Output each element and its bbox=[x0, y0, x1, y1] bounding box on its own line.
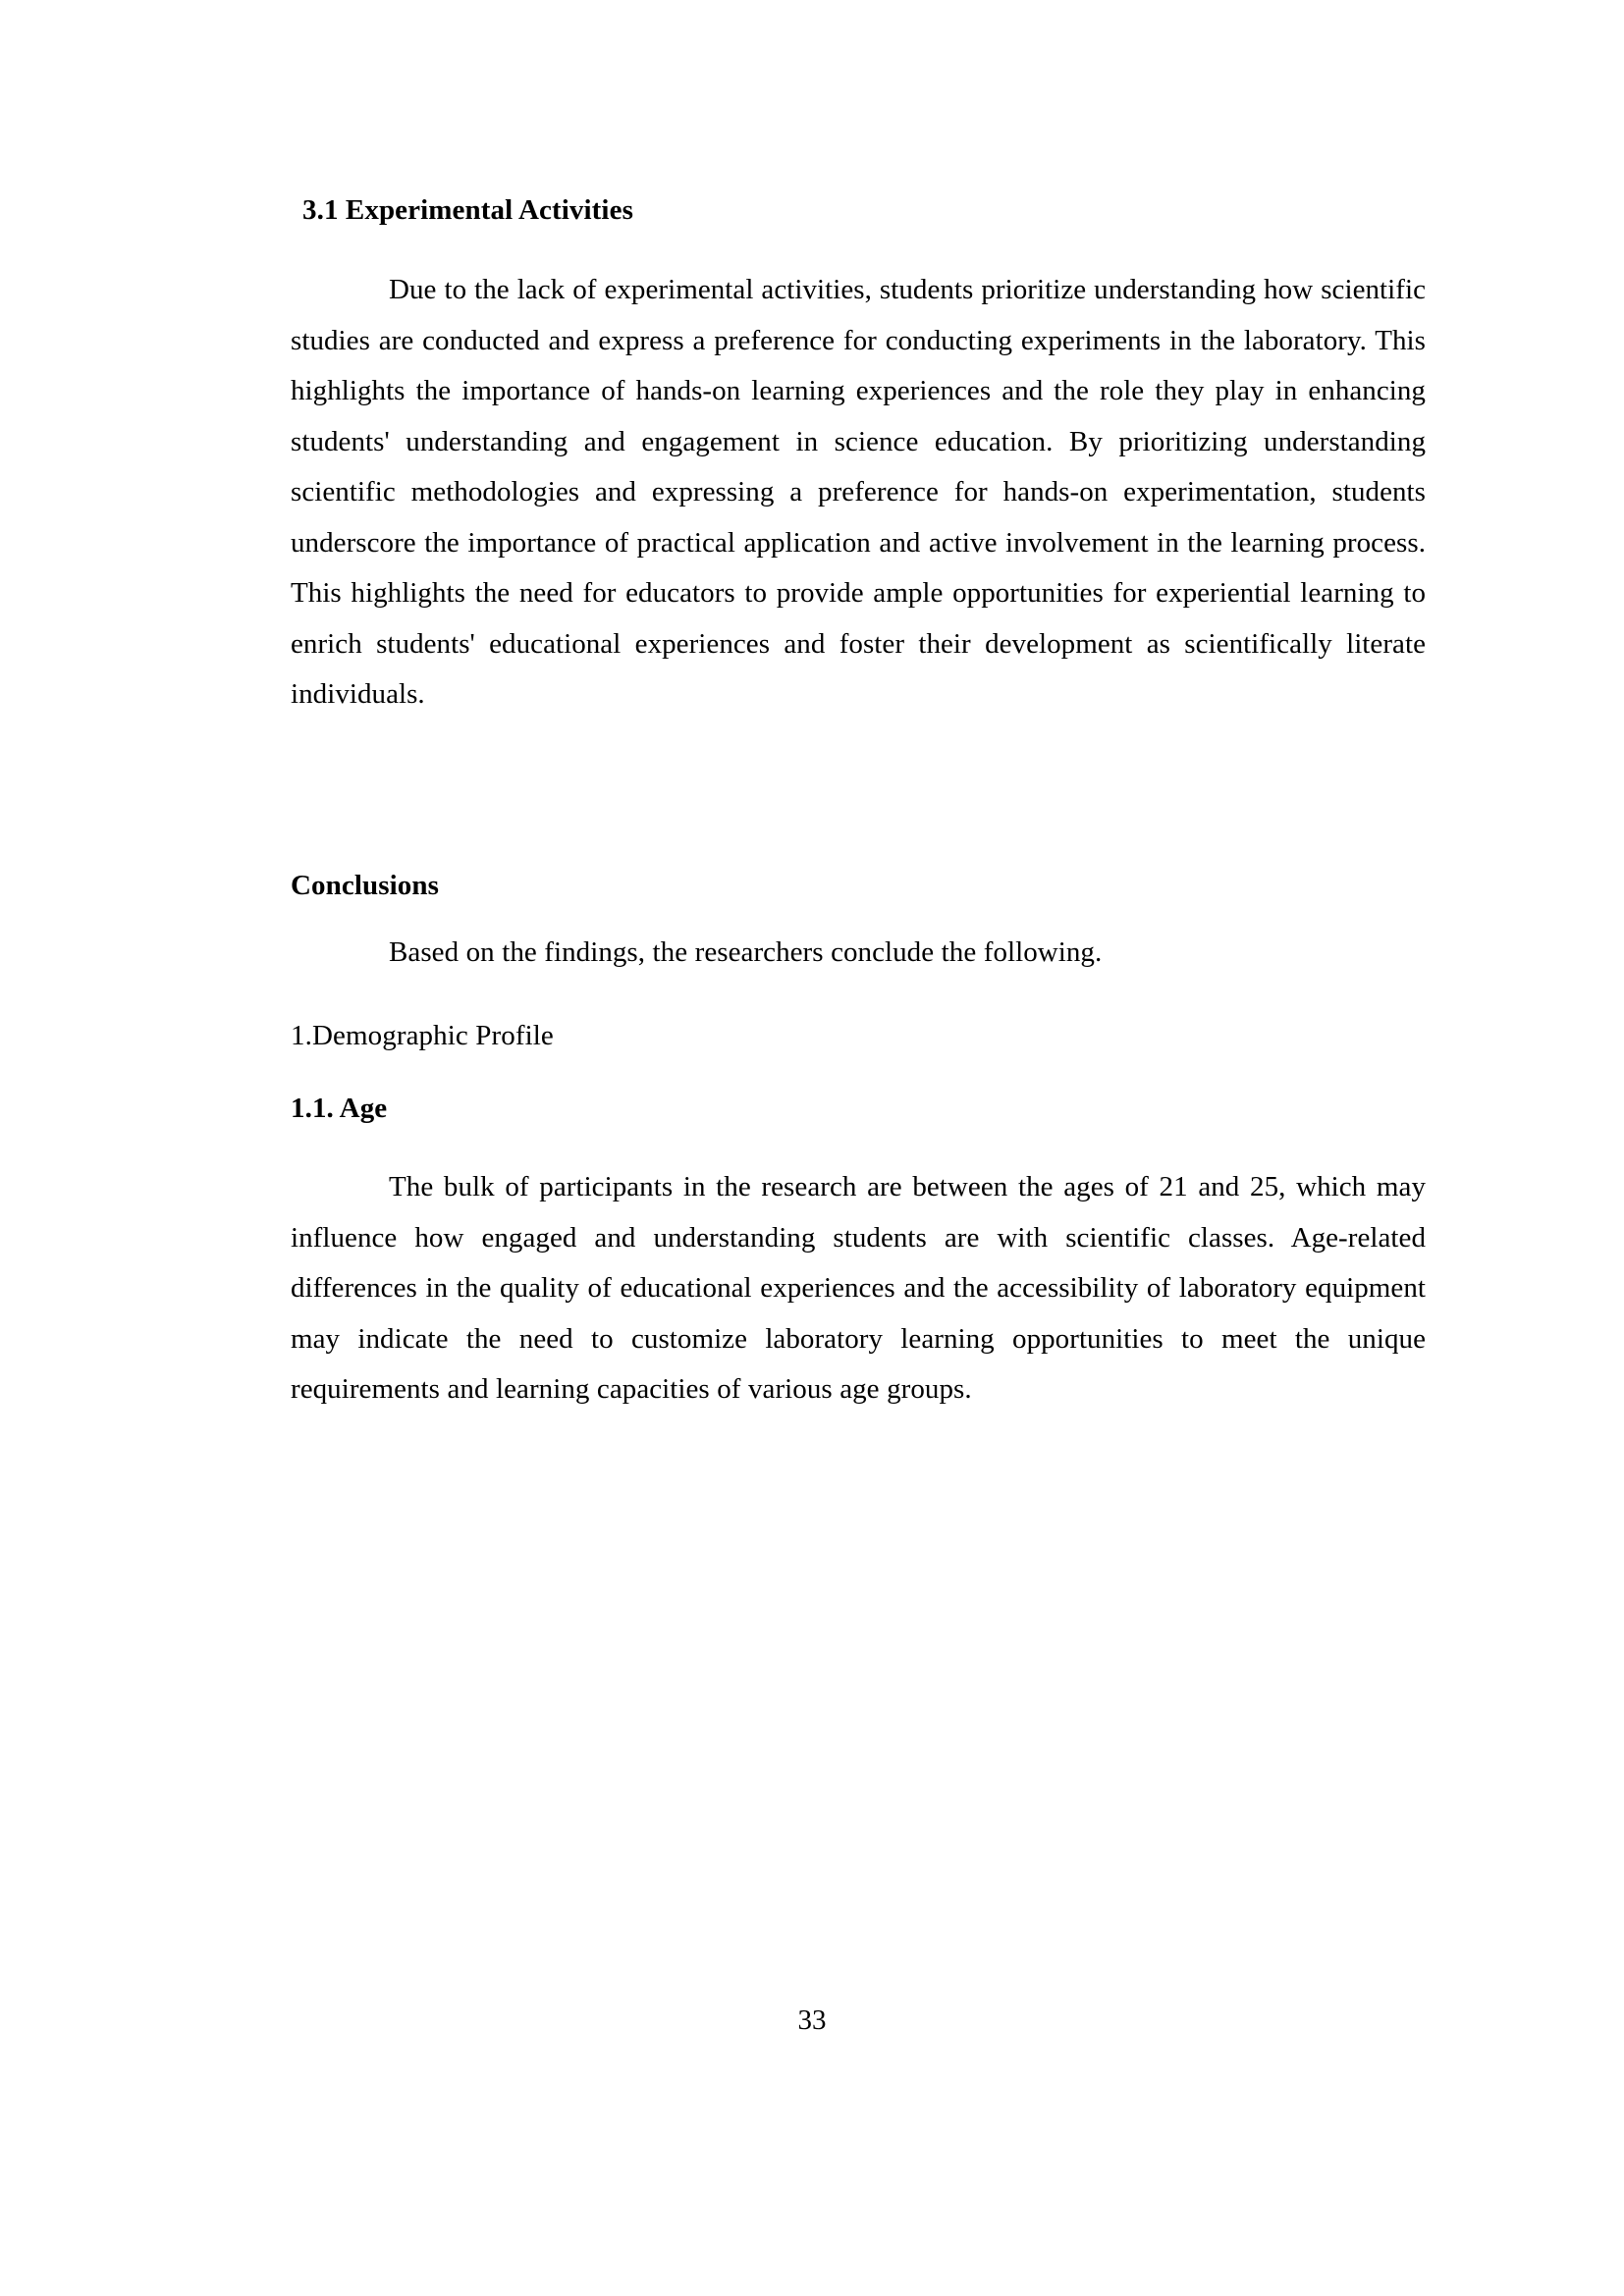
subheading-age: 1.1. Age bbox=[291, 1092, 388, 1124]
paragraph-conclusions-intro: Based on the findings, the researchers conclude the following. bbox=[389, 936, 1103, 968]
spacer-after-conclusions-heading bbox=[291, 903, 1426, 928]
spacer-after-age-heading bbox=[291, 1126, 1426, 1162]
page-content bbox=[291, 0, 1426, 1415]
subheading-demographic-profile: 1.Demographic Profile bbox=[291, 1019, 554, 1051]
spacer-after-section-heading bbox=[291, 228, 1426, 265]
spacer-before-conclusions bbox=[291, 721, 1426, 868]
spacer-before-demographic-profile bbox=[291, 979, 1426, 1018]
heading-experimental-activities: 3.1 Experimental Activities bbox=[302, 194, 633, 226]
spacer-before-age-heading bbox=[291, 1053, 1426, 1091]
paragraph-experimental-activities: Due to the lack of experimental activities, students prioritize understanding how scientific studies are conducted and express a preference for conducting experiments in the laboratory. This highlights the importance of hands-on learning experiences and the role they play in enhancing students' understanding and engagement in science education. By prioritizing understanding scientific methodologies and expressing a preference for hands-on experimentation, students underscore the importance of practical application and active involvement in the learning process. This highlights the need for educators to provide ample opportunities for experiential learning to enrich students' educational experiences and foster their development as scientifically literate individuals. bbox=[291, 274, 1426, 711]
paragraph-age: The bulk of participants in the research are between the ages of 21 and 25, which may influence how engaged and understanding students are with scientific classes. Age-related differences in the quality of educational experiences and the accessibility of laboratory equipment may indicate the need to customize laboratory learning opportunities to meet the unique requirements and learning capacities of various age groups. bbox=[291, 1171, 1426, 1405]
top-margin-spacer bbox=[291, 0, 1426, 192]
page-number: 33 bbox=[797, 2004, 827, 2036]
heading-conclusions: Conclusions bbox=[291, 869, 439, 901]
